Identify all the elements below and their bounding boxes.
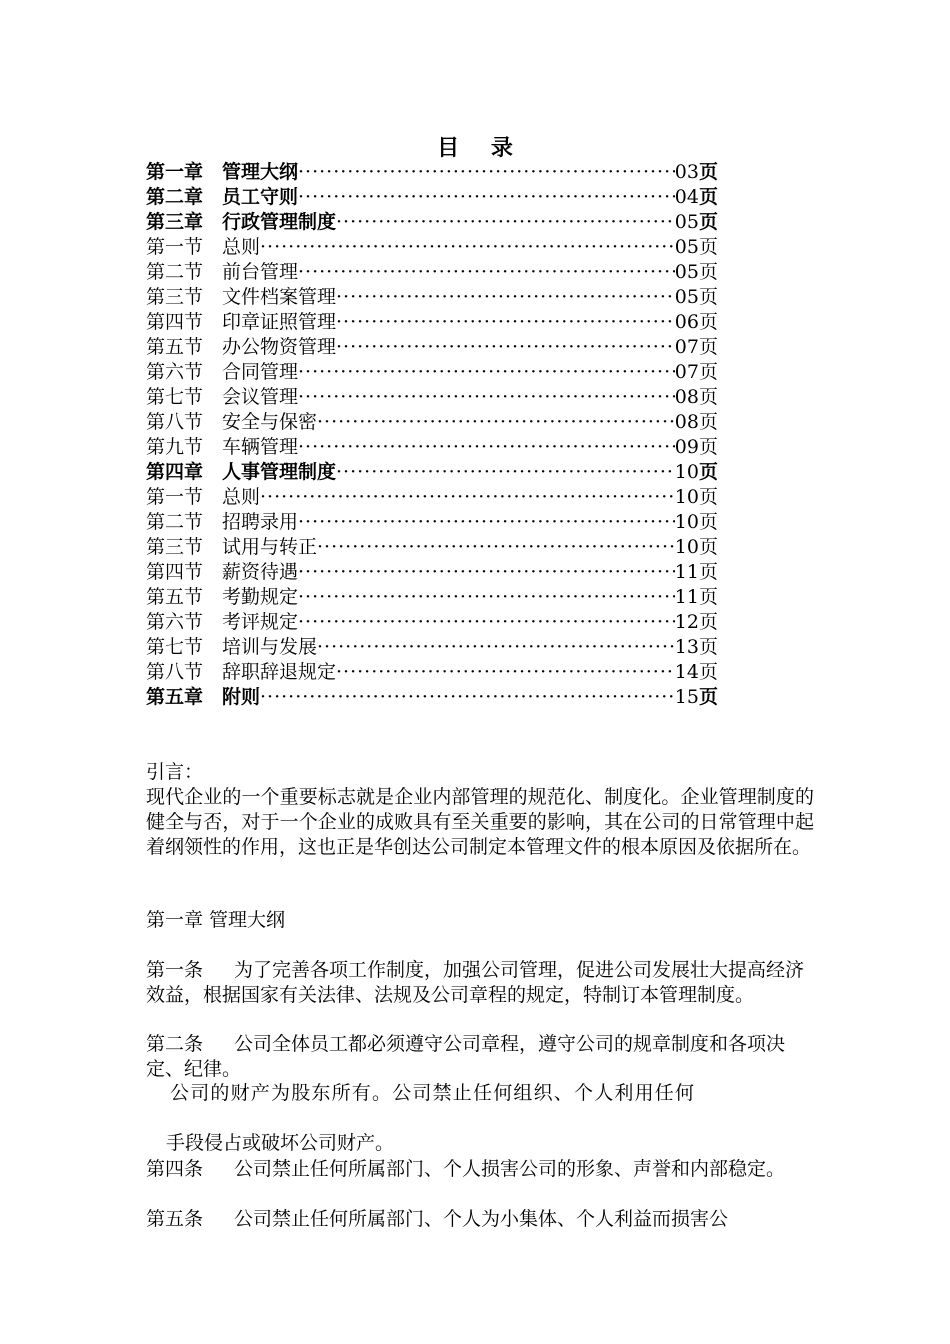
toc-dot-leader xyxy=(298,610,675,635)
toc-entry-title: 文件档案管理 xyxy=(222,286,337,308)
toc-page-number: 10 xyxy=(674,536,699,558)
toc-entry-title: 车辆管理 xyxy=(222,436,299,458)
toc-page-number: 05 xyxy=(674,261,699,283)
toc-entry-label xyxy=(146,285,336,310)
toc-entry-number: 第一节 xyxy=(146,486,204,508)
toc-dot-leader xyxy=(260,485,675,510)
toc-entry-title: 招聘录用 xyxy=(222,511,299,533)
toc-page-number: 13 xyxy=(674,636,699,658)
toc-section-row xyxy=(146,235,718,260)
toc-page-number: 12 xyxy=(674,611,699,633)
toc-page-unit: 页 xyxy=(698,186,718,208)
toc-page-unit: 页 xyxy=(698,361,718,383)
toc-entry-title: 考评规定 xyxy=(222,611,299,633)
toc-entry-number: 第一章 xyxy=(146,161,204,183)
toc-page-unit: 页 xyxy=(698,236,718,258)
article-2-number: 第二条 xyxy=(146,1033,204,1055)
toc-section-row xyxy=(146,410,718,435)
toc-entry-label xyxy=(146,335,336,360)
toc-entry-label xyxy=(146,535,317,560)
toc-entry-label xyxy=(146,160,298,185)
toc-dot-leader xyxy=(336,460,675,485)
toc-entry-title: 前台管理 xyxy=(222,261,299,283)
article-5 xyxy=(146,1207,814,1232)
toc-dot-leader xyxy=(317,535,675,560)
toc-entry-label xyxy=(146,485,260,510)
toc-page-number: 06 xyxy=(674,311,699,333)
toc-entry-label xyxy=(146,610,298,635)
toc-page-number: 03 xyxy=(674,161,699,183)
toc-dot-leader xyxy=(298,185,675,210)
toc-page-unit: 页 xyxy=(698,336,718,358)
toc-page-number: 10 xyxy=(674,461,699,483)
toc-entry-title: 总则 xyxy=(222,236,261,258)
toc-dot-leader xyxy=(336,335,675,360)
toc-page-unit: 页 xyxy=(698,386,718,408)
toc-chapter-row xyxy=(146,460,718,485)
toc-entry-number: 第四章 xyxy=(146,461,204,483)
toc-page-unit: 页 xyxy=(698,636,718,658)
toc-page-unit: 页 xyxy=(698,261,718,283)
toc-page-number: 09 xyxy=(674,436,699,458)
toc-section-row xyxy=(146,385,718,410)
toc-entry-label xyxy=(146,510,298,535)
article-5-text: 公司禁止任何所属部门、个人为小集体、个人利益而损害公 xyxy=(234,1208,729,1230)
toc-page-unit: 页 xyxy=(698,511,718,533)
toc-page-unit: 页 xyxy=(698,286,718,308)
article-1-number: 第一条 xyxy=(146,959,204,981)
toc-dot-leader xyxy=(317,410,675,435)
toc-entry-number: 第五节 xyxy=(146,336,204,358)
toc-entry-title: 安全与保密 xyxy=(222,411,318,433)
toc-dot-leader xyxy=(298,385,675,410)
toc-dot-leader xyxy=(260,685,675,710)
intro-paragraph: 现代企业的一个重要标志就是企业内部管理的规范化、制度化。企业管理制度的健全与否，对于一个企业的成败具有至关重要的影响，其在公司的日常管理中起着纲领性的作用，这也正是华创达公司制定本管理文件的根本原因及依据所在。 xyxy=(146,786,814,858)
toc-section-row xyxy=(146,535,718,560)
toc-entry-number: 第九节 xyxy=(146,436,204,458)
toc-entry-title: 会议管理 xyxy=(222,386,299,408)
toc-entry-title: 附则 xyxy=(222,686,261,708)
toc-entry-number: 第五节 xyxy=(146,586,204,608)
toc-entry-title: 办公物资管理 xyxy=(222,336,337,358)
toc-entry-number: 第一节 xyxy=(146,236,204,258)
table-of-contents xyxy=(146,160,718,710)
toc-entry-title: 考勤规定 xyxy=(222,586,299,608)
toc-section-row xyxy=(146,310,718,335)
toc-page-number: 04 xyxy=(674,186,699,208)
toc-entry-title: 人事管理制度 xyxy=(222,461,337,483)
toc-page-number: 07 xyxy=(674,336,699,358)
toc-chapter-row xyxy=(146,210,718,235)
toc-entry-number: 第四节 xyxy=(146,561,204,583)
toc-entry-label xyxy=(146,235,260,260)
toc-entry-label xyxy=(146,310,336,335)
toc-entry-title: 试用与转正 xyxy=(222,536,318,558)
toc-dot-leader xyxy=(336,660,675,685)
toc-section-row xyxy=(146,560,718,585)
toc-section-row xyxy=(146,360,718,385)
toc-dot-leader xyxy=(260,235,675,260)
toc-page-number: 11 xyxy=(674,561,699,583)
toc-entry-number: 第七节 xyxy=(146,636,204,658)
toc-dot-leader xyxy=(317,635,675,660)
article-5-number: 第五条 xyxy=(146,1208,204,1230)
toc-section-row xyxy=(146,585,718,610)
toc-entry-number: 第二节 xyxy=(146,511,204,533)
toc-dot-leader xyxy=(298,260,675,285)
toc-section-row xyxy=(146,635,718,660)
toc-page-unit: 页 xyxy=(698,586,718,608)
toc-entry-number: 第三节 xyxy=(146,286,204,308)
article-2-text: 公司全体员工都必须遵守公司章程，遵守公司的规章制度和各项决定、纪律。 xyxy=(146,1033,786,1080)
toc-entry-number: 第八节 xyxy=(146,661,204,683)
article-3-line-2: 手段侵占或破坏公司财产。 xyxy=(166,1132,395,1154)
toc-entry-label xyxy=(146,385,298,410)
toc-page-unit: 页 xyxy=(698,686,718,708)
article-3-line-1: 公司的财产为股东所有。公司禁止任何组织、个人利用任何 xyxy=(170,1082,696,1104)
toc-dot-leader xyxy=(298,510,675,535)
toc-section-row xyxy=(146,485,718,510)
toc-entry-title: 印章证照管理 xyxy=(222,311,337,333)
toc-dot-leader xyxy=(298,160,675,185)
toc-entry-number: 第二章 xyxy=(146,186,204,208)
toc-section-row xyxy=(146,335,718,360)
toc-dot-leader xyxy=(298,360,675,385)
toc-entry-number: 第八节 xyxy=(146,411,204,433)
toc-page-number: 05 xyxy=(674,236,699,258)
article-4 xyxy=(146,1157,814,1182)
chapter-heading: 第一章 管理大纲 xyxy=(146,909,286,931)
toc-entry-label xyxy=(146,560,298,585)
toc-entry-title: 管理大纲 xyxy=(222,161,299,183)
toc-entry-number: 第二节 xyxy=(146,261,204,283)
toc-entry-title: 薪资待遇 xyxy=(222,561,299,583)
toc-dot-leader xyxy=(298,560,675,585)
toc-section-row xyxy=(146,610,718,635)
toc-section-row xyxy=(146,510,718,535)
article-1-text: 为了完善各项工作制度，加强公司管理，促进公司发展壮大提高经济效益，根据国家有关法律、法规及公司章程的规定，特制订本管理制度。 xyxy=(146,959,805,1006)
toc-page-number: 10 xyxy=(674,486,699,508)
toc-page-unit: 页 xyxy=(698,561,718,583)
toc-section-row xyxy=(146,435,718,460)
toc-page-unit: 页 xyxy=(698,486,718,508)
toc-entry-number: 第四节 xyxy=(146,311,204,333)
toc-entry-title: 培训与发展 xyxy=(222,636,318,658)
toc-entry-number: 第三章 xyxy=(146,211,204,233)
toc-page-unit: 页 xyxy=(698,211,718,233)
toc-entry-label xyxy=(146,185,298,210)
toc-entry-label xyxy=(146,410,317,435)
toc-entry-label xyxy=(146,585,298,610)
toc-dot-leader xyxy=(298,435,675,460)
toc-page-unit: 页 xyxy=(698,311,718,333)
toc-entry-title: 员工守则 xyxy=(222,186,299,208)
toc-dot-leader xyxy=(336,310,675,335)
toc-entry-label xyxy=(146,660,336,685)
toc-page-unit: 页 xyxy=(698,411,718,433)
toc-title: 目 录 xyxy=(437,136,525,161)
toc-page-unit: 页 xyxy=(698,611,718,633)
article-4-text: 公司禁止任何所属部门、个人损害公司的形象、声誉和内部稳定。 xyxy=(234,1158,786,1180)
toc-dot-leader xyxy=(336,210,675,235)
toc-entry-label xyxy=(146,435,298,460)
toc-entry-title: 合同管理 xyxy=(222,361,299,383)
toc-page-number: 07 xyxy=(674,361,699,383)
toc-page-number: 08 xyxy=(674,411,699,433)
toc-entry-number: 第三节 xyxy=(146,536,204,558)
toc-page-number: 05 xyxy=(674,211,699,233)
toc-page-number: 15 xyxy=(674,686,699,708)
toc-chapter-row xyxy=(146,160,718,185)
toc-page-number: 05 xyxy=(674,286,699,308)
toc-page-unit: 页 xyxy=(698,461,718,483)
toc-dot-leader xyxy=(336,285,675,310)
toc-chapter-row xyxy=(146,185,718,210)
toc-page-number: 14 xyxy=(674,661,699,683)
toc-page-unit: 页 xyxy=(698,436,718,458)
toc-entry-title: 行政管理制度 xyxy=(222,211,337,233)
toc-entry-label xyxy=(146,360,298,385)
toc-entry-label xyxy=(146,210,336,235)
toc-page-unit: 页 xyxy=(698,161,718,183)
toc-page-unit: 页 xyxy=(698,536,718,558)
toc-entry-number: 第六节 xyxy=(146,611,204,633)
toc-page-number: 11 xyxy=(674,586,699,608)
toc-entry-title: 辞职辞退规定 xyxy=(222,661,337,683)
toc-entry-label xyxy=(146,260,298,285)
toc-section-row xyxy=(146,660,718,685)
toc-entry-title: 总则 xyxy=(222,486,261,508)
toc-entry-label xyxy=(146,685,260,710)
toc-dot-leader xyxy=(298,585,675,610)
toc-entry-number: 第六节 xyxy=(146,361,204,383)
article-4-number: 第四条 xyxy=(146,1158,204,1180)
toc-page-number: 08 xyxy=(674,386,699,408)
toc-entry-label xyxy=(146,635,317,660)
toc-section-row xyxy=(146,260,718,285)
toc-chapter-row xyxy=(146,685,718,710)
intro-label: 引言： xyxy=(146,761,204,783)
article-1 xyxy=(146,958,814,1008)
toc-entry-label xyxy=(146,460,336,485)
toc-page-number: 10 xyxy=(674,511,699,533)
toc-entry-number: 第五章 xyxy=(146,686,204,708)
toc-page-unit: 页 xyxy=(698,661,718,683)
toc-section-row xyxy=(146,285,718,310)
article-2 xyxy=(146,1032,814,1082)
toc-entry-number: 第七节 xyxy=(146,386,204,408)
